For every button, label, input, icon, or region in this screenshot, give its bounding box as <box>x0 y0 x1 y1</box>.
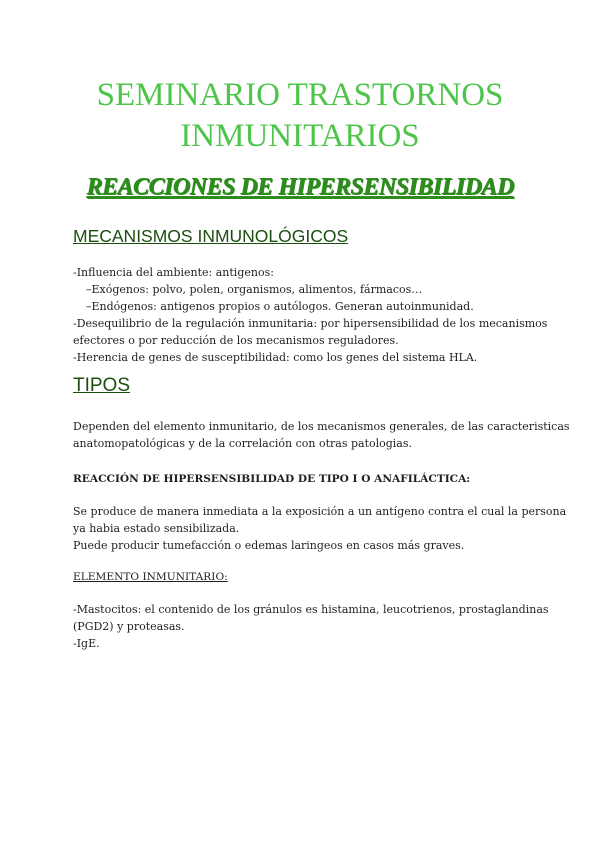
element-heading: ELEMENTO INMUNITARIO: <box>73 571 228 583</box>
title-line-2: INMUNITARIOS <box>180 118 420 154</box>
paragraph-line: -Desequilibrio de la regulación inmunitaria: por hipersensibilidad de los mecanismos <box>73 317 548 330</box>
section-heading-tipos: TIPOS <box>73 375 131 396</box>
title-line-1: SEMINARIO TRASTORNOS <box>96 77 504 113</box>
document-title <box>0 75 600 157</box>
paragraph-line: -Influencia del ambiente: antigenos: <box>73 266 274 279</box>
paragraph-line: Se produce de manera inmediata a la exposición a un antígeno contra el cual la persona <box>73 505 567 518</box>
paragraph-line: Puede producir tumefacción o edemas laringeos en casos más graves. <box>73 539 465 552</box>
paragraph-line: –Exógenos: polvo, polen, organismos, alimentos, fármacos… <box>86 283 423 296</box>
paragraph-line: Dependen del elemento inmunitario, de los mecanismos generales, de las caracteristicas <box>73 420 570 433</box>
paragraph-line: anatomopatológicas y de la correlación con otras patologias. <box>73 437 413 450</box>
paragraph-line: –Endógenos: antigenos propios o autólogos. Generan autoinmunidad. <box>86 300 474 313</box>
paragraph-line: -Mastocitos: el contenido de los gránulos es histamina, leucotrienos, prostaglandinas <box>73 603 549 616</box>
type1-heading: REACCIÓN DE HIPERSENSIBILIDAD DE TIPO I O ANAFILÁCTICA: <box>73 473 471 485</box>
paragraph-line: (PGD2) y proteasas. <box>73 620 185 633</box>
paragraph-line: efectores o por reducción de los mecanismos reguladores. <box>73 334 399 347</box>
paragraph-line: ya habia estado sensibilizada. <box>73 522 240 535</box>
document-subtitle: REACCIONES DE HIPERSENSIBILIDAD <box>86 174 514 200</box>
section-heading-mecanismos: MECANISMOS INMUNOLÓGICOS <box>73 226 349 246</box>
paragraph-line: -IgE. <box>73 637 100 650</box>
paragraph-line: -Herencia de genes de susceptibilidad: como los genes del sistema HLA. <box>73 351 478 364</box>
